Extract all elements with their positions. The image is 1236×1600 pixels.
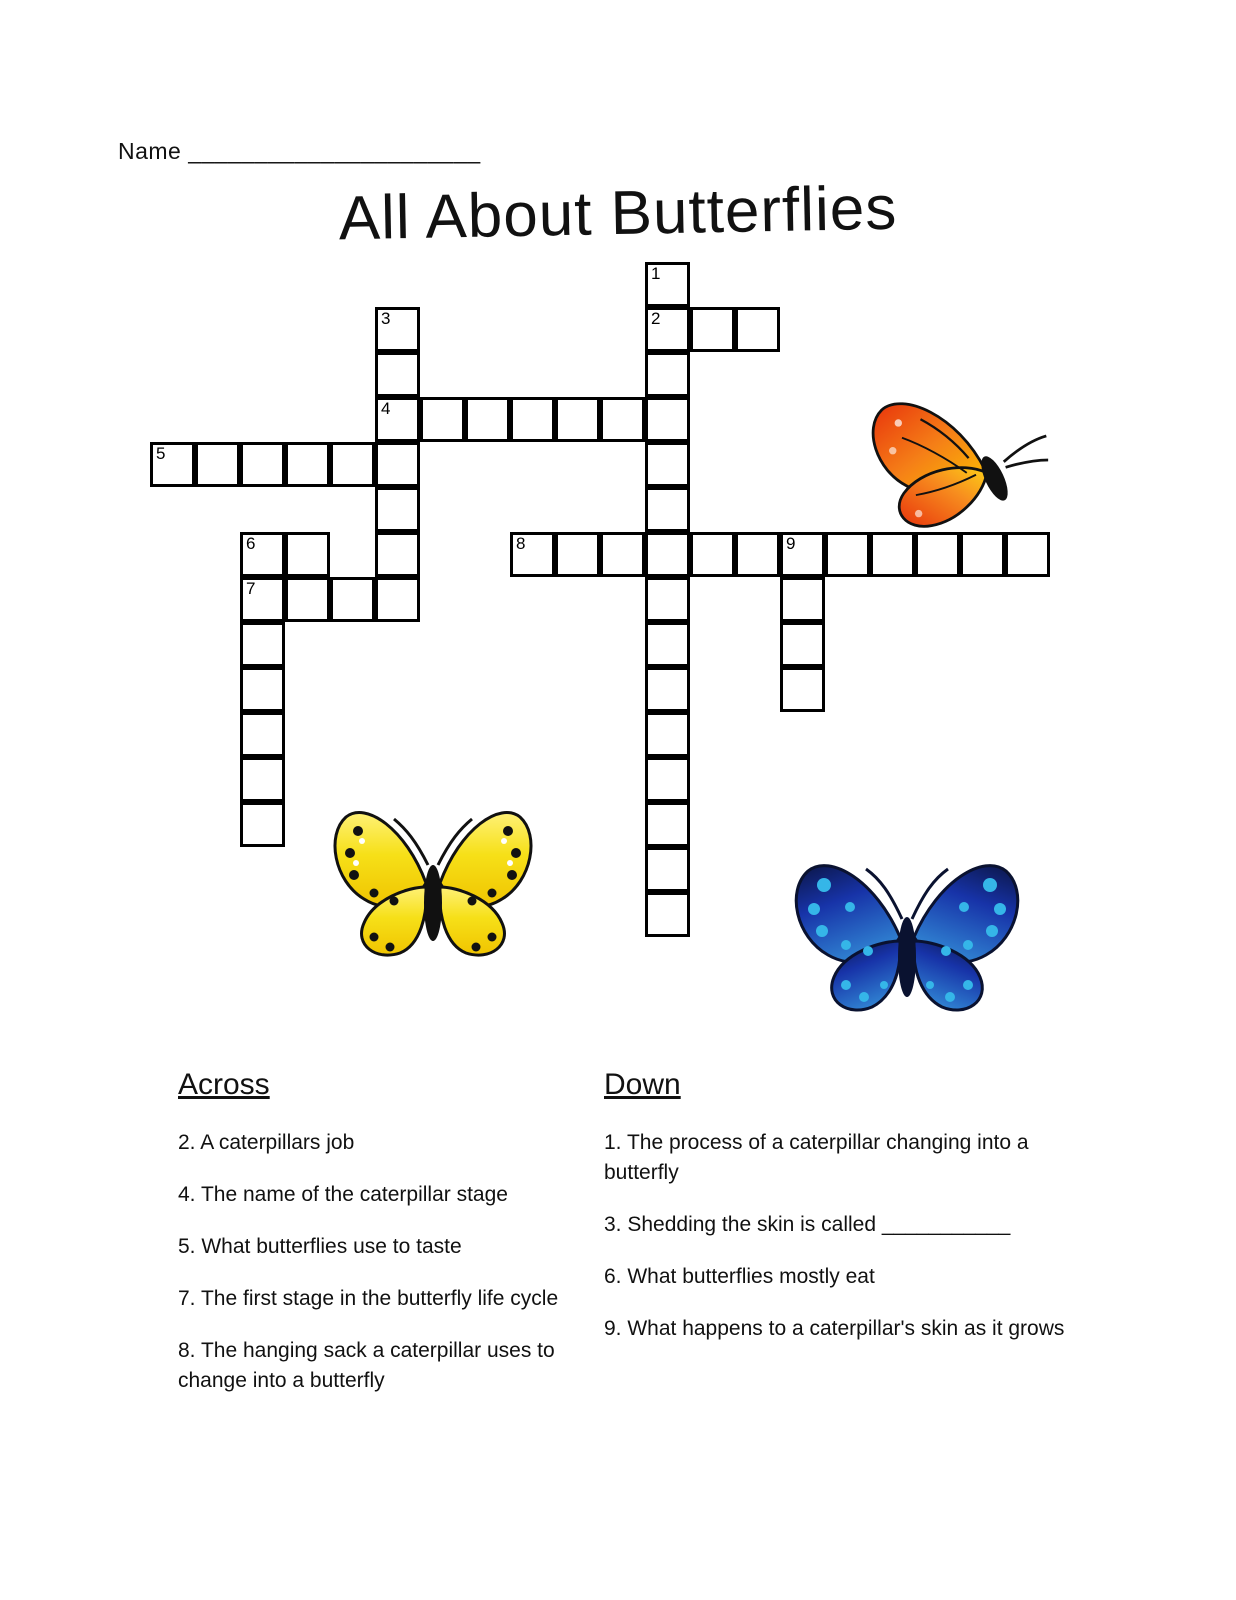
crossword-cell[interactable] bbox=[645, 532, 690, 577]
crossword-cell[interactable] bbox=[240, 667, 285, 712]
orange-butterfly-image bbox=[865, 378, 1050, 553]
yellow-butterfly-image bbox=[328, 795, 538, 975]
across-clues bbox=[178, 1068, 578, 1418]
down-heading: Down bbox=[604, 1068, 681, 1101]
crossword-cell[interactable] bbox=[645, 892, 690, 937]
crossword-cell-number: 5 bbox=[156, 444, 166, 463]
crossword-cell-start-8[interactable] bbox=[510, 532, 555, 577]
across-clue-2: 2. A caterpillars job bbox=[178, 1131, 355, 1154]
crossword-cell[interactable] bbox=[285, 577, 330, 622]
crossword-cell[interactable] bbox=[285, 532, 330, 577]
crossword-cell-number: 7 bbox=[246, 579, 256, 598]
crossword-cell[interactable] bbox=[645, 667, 690, 712]
crossword-cell[interactable] bbox=[690, 307, 735, 352]
crossword-cell-start-2[interactable] bbox=[645, 307, 690, 352]
crossword-cell-start-6[interactable] bbox=[240, 532, 285, 577]
down-clues bbox=[604, 1068, 1074, 1366]
crossword-cell[interactable] bbox=[690, 532, 735, 577]
crossword-cell[interactable] bbox=[735, 532, 780, 577]
down-clue-6: 6. What butterflies mostly eat bbox=[604, 1265, 875, 1288]
crossword-cell[interactable] bbox=[375, 352, 420, 397]
crossword-cell-number: 3 bbox=[381, 309, 391, 328]
crossword-cell[interactable] bbox=[645, 352, 690, 397]
down-clue-1: 1. The process of a caterpillar changing into a butterfly bbox=[604, 1131, 1029, 1184]
crossword-cell[interactable] bbox=[600, 397, 645, 442]
crossword-cell[interactable] bbox=[555, 397, 600, 442]
crossword-cell-start-9[interactable] bbox=[780, 532, 825, 577]
crossword-cell-start-3[interactable] bbox=[375, 307, 420, 352]
crossword-cell[interactable] bbox=[330, 577, 375, 622]
crossword-cell[interactable] bbox=[375, 532, 420, 577]
crossword-cell[interactable] bbox=[645, 847, 690, 892]
crossword-cell[interactable] bbox=[240, 757, 285, 802]
crossword-cell[interactable] bbox=[240, 712, 285, 757]
crossword-cell[interactable] bbox=[645, 397, 690, 442]
crossword-cell[interactable] bbox=[240, 622, 285, 667]
crossword-cell[interactable] bbox=[195, 442, 240, 487]
crossword-cell-number: 2 bbox=[651, 309, 661, 328]
crossword-cell[interactable] bbox=[780, 667, 825, 712]
crossword-cell-start-5[interactable] bbox=[150, 442, 195, 487]
crossword-cell-start-7[interactable] bbox=[240, 577, 285, 622]
across-heading: Across bbox=[178, 1068, 270, 1101]
crossword-cell-number: 4 bbox=[381, 399, 391, 418]
crossword-cell[interactable] bbox=[555, 532, 600, 577]
down-clue-3: 3. Shedding the skin is called ___________ bbox=[604, 1213, 1011, 1236]
page-title: All About Butterflies bbox=[338, 173, 898, 254]
crossword-cell-number: 8 bbox=[516, 534, 526, 553]
crossword-cell[interactable] bbox=[510, 397, 555, 442]
crossword-cell-start-4[interactable] bbox=[375, 397, 420, 442]
blue-butterfly-image bbox=[790, 845, 1025, 1030]
crossword-cell[interactable] bbox=[420, 397, 465, 442]
name-field-label: Name ______________________ bbox=[118, 138, 481, 164]
crossword-cell-number: 1 bbox=[651, 264, 661, 283]
crossword-cell[interactable] bbox=[645, 577, 690, 622]
crossword-cell[interactable] bbox=[600, 532, 645, 577]
across-clue-8: 8. The hanging sack a caterpillar uses to change into a butterfly bbox=[178, 1339, 555, 1392]
crossword-cell[interactable] bbox=[240, 802, 285, 847]
across-clue-7: 7. The first stage in the butterfly life cycle bbox=[178, 1287, 559, 1310]
crossword-cell[interactable] bbox=[780, 577, 825, 622]
crossword-cell[interactable] bbox=[330, 442, 375, 487]
crossword-cell[interactable] bbox=[645, 757, 690, 802]
crossword-cell[interactable] bbox=[645, 622, 690, 667]
across-clue-5: 5. What butterflies use to taste bbox=[178, 1235, 462, 1258]
down-clue-9: 9. What happens to a caterpillar's skin as it grows bbox=[604, 1317, 1065, 1340]
crossword-cell[interactable] bbox=[375, 487, 420, 532]
crossword-cell-number: 6 bbox=[246, 534, 256, 553]
crossword-cell[interactable] bbox=[735, 307, 780, 352]
crossword-cell[interactable] bbox=[285, 442, 330, 487]
crossword-cell-number: 9 bbox=[786, 534, 796, 553]
crossword-cell[interactable] bbox=[645, 802, 690, 847]
crossword-cell[interactable] bbox=[645, 442, 690, 487]
crossword-cell[interactable] bbox=[645, 487, 690, 532]
crossword-cell[interactable] bbox=[375, 442, 420, 487]
crossword-cell[interactable] bbox=[465, 397, 510, 442]
crossword-cell[interactable] bbox=[375, 577, 420, 622]
crossword-cell-start-1[interactable] bbox=[645, 262, 690, 307]
across-clue-4: 4. The name of the caterpillar stage bbox=[178, 1183, 508, 1206]
crossword-cell[interactable] bbox=[780, 622, 825, 667]
crossword-cell[interactable] bbox=[825, 532, 870, 577]
crossword-cell[interactable] bbox=[240, 442, 285, 487]
crossword-cell[interactable] bbox=[645, 712, 690, 757]
